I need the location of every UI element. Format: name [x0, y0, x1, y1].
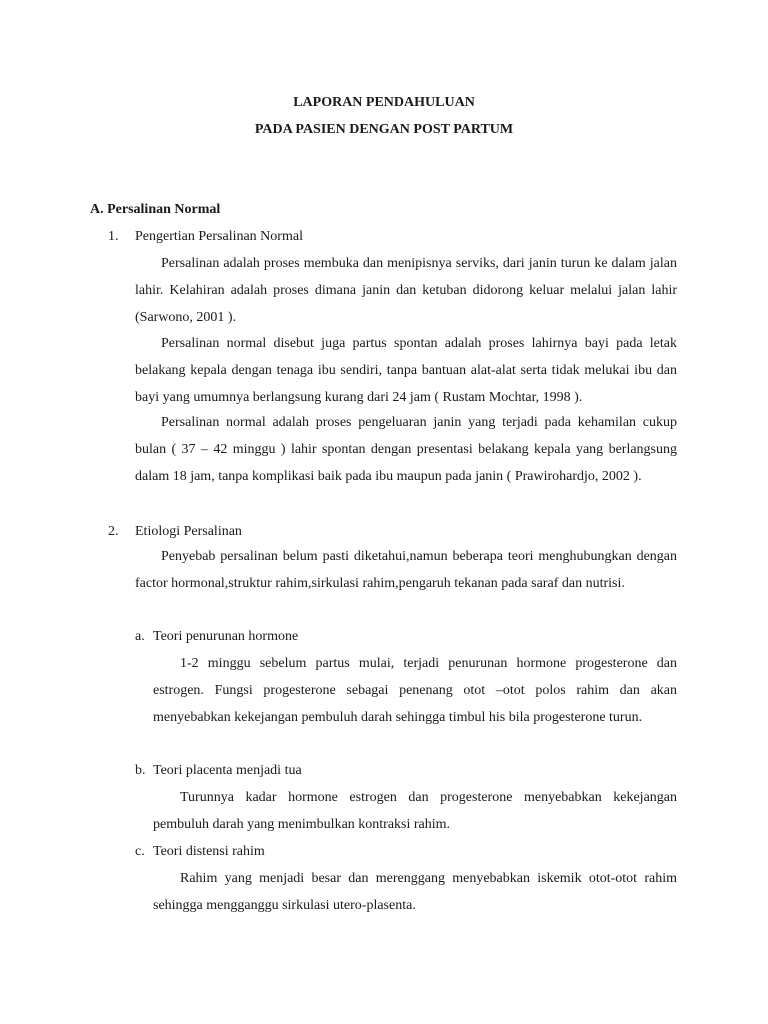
subitem-b-letter: b.	[135, 763, 146, 778]
item1-number: 1.	[108, 229, 119, 244]
subitem-a	[135, 627, 298, 647]
subitem-b-paragraph	[153, 784, 677, 838]
item2-paragraph-text: Penyebab persalinan belum pasti diketahui,namun beberapa teori menghubungkan dengan factor hormonal,struktur rahim,sirkulasi rahim,pengaruh tekanan pada saraf dan nutrisi.	[135, 549, 677, 591]
item1-paragraph-3-text: Persalinan normal adalah proses pengeluaran janin yang terjadi pada kehamilan cukup bulan ( 37 – 42 minggu ) lahir spontan dengan presentasi belakang kepala yang berlangsung dalam 18 jam, tanpa komplikasi baik pada ibu maupun pada janin ( Prawirohardjo, 2002 ).	[135, 415, 677, 484]
item2-label: Etiologi Persalinan	[135, 524, 242, 539]
subitem-c-letter: c.	[135, 844, 145, 859]
subitem-b-label: Teori placenta menjadi tua	[153, 763, 302, 778]
section-heading-a: A. Persalinan Normal	[90, 202, 221, 217]
subitem-b-text: Turunnya kadar hormone estrogen dan progesterone menyebabkan kekejangan pembuluh darah yang menimbulkan kontraksi rahim.	[153, 790, 677, 832]
subitem-c-text: Rahim yang menjadi besar dan merenggang menyebabkan iskemik otot-otot rahim sehingga mengganggu sirkulasi utero-plasenta.	[153, 871, 677, 913]
subitem-b	[135, 761, 302, 781]
document-title-line1: LAPORAN PENDAHULUAN	[293, 95, 475, 110]
subitem-c-label: Teori distensi rahim	[153, 844, 265, 859]
subitem-c-paragraph	[153, 865, 677, 919]
subitem-a-paragraph	[153, 650, 677, 731]
item2-paragraph	[135, 543, 677, 597]
item1-paragraph-2-text: Persalinan normal disebut juga partus spontan adalah proses lahirnya bayi pada letak belakang kepala dengan tenaga ibu sendiri, tanpa bantuan alat-alat serta tidak melukai ibu dan bayi yang umumnya berlangsung kurang dari 24 jam ( Rustam Mochtar, 1998 ).	[135, 336, 677, 405]
subitem-a-label: Teori penurunan hormone	[153, 629, 299, 644]
document-title-line2: PADA PASIEN DENGAN POST PARTUM	[254, 122, 514, 137]
item1-paragraph-1	[135, 250, 677, 331]
subitem-a-text: 1-2 minggu sebelum partus mulai, terjadi penurunan hormone progesterone dan estrogen. Fungsi progesterone sebagai penenang otot –otot polos rahim dan akan menyebabkan kekejangan pembuluh darah sehingga timbul his bila progesterone turun.	[153, 656, 677, 725]
subitem-a-letter: a.	[135, 629, 145, 644]
item2-number: 2.	[108, 524, 119, 539]
item1-paragraph-2	[135, 330, 677, 411]
item1-paragraph-3	[135, 409, 677, 490]
item1-label: Pengertian Persalinan Normal	[135, 229, 303, 244]
subitem-c	[135, 842, 265, 862]
item1-paragraph-1-text: Persalinan adalah proses membuka dan menipisnya serviks, dari janin turun ke dalam jalan lahir. Kelahiran adalah proses dimana janin dan ketuban didorong keluar melalui jalan lahir (Sarwono, 2001 ).	[135, 256, 677, 325]
